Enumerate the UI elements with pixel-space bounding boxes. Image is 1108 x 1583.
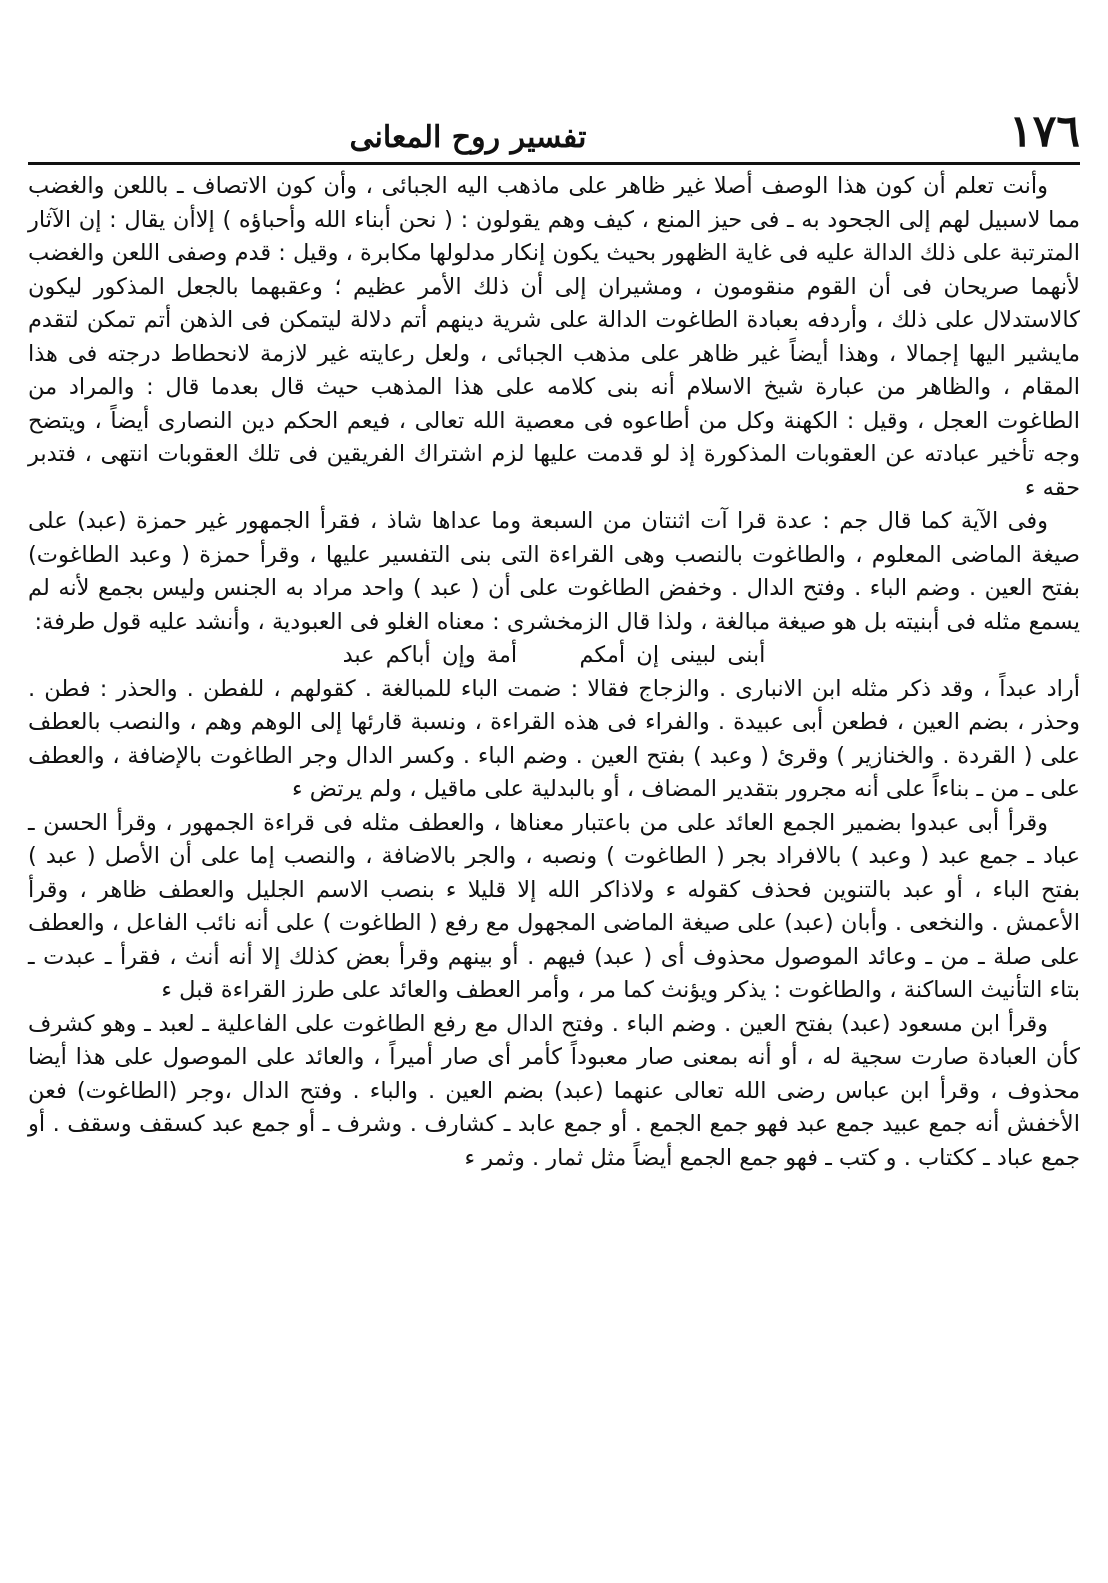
paragraph-4: وقرأ أبى عبدوا بضمير الجمع العائد على من باعتبار معناها ، والعطف مثله فى قراءة الجمهور ، وقرأ الحسن ـ عباد ـ جمع عبد ( وعبد ) بالافراد بجر ( الطاغوت ) ونصبه ، والجر بالاضافة ، والنصب إما على أن الأصل ( عبد ) بفتح الباء ، أو عبد بالتنوين فحذف كقوله ء ولاذاكر الله إلا قليلا ء بنصب الاسم الجليل والعطف ظاهر ، وقرأ الأعمش . والنخعى . وأبان (عبد) على صيغة الماضى المجهول مع رفع ( الطاغوت ) على أنه نائب الفاعل ، والعطف على صلة ـ من ـ وعائد الموصول محذوف أى ( عبد) فيهم . أو بينهم وقرأ بعض كذلك إلا أنه أنث ، فقرأ ـ عبدت ـ بتاء التأنيث الساكنة ، والطاغوت : يذكر ويؤنث كما مر ، وأمر العطف والعائد على طرز القراءة قبل ء <box>28 809 1080 1003</box>
poetry-verse <box>28 639 1080 673</box>
header-rule <box>28 162 1080 165</box>
verse-hemistich-2: أمة وإن أباكم عبد <box>342 642 518 668</box>
paragraph-2: وفى الآية كما قال جم : عدة قرا آت اثنتان من السبعة وما عداها شاذ ، فقرأ الجمهور غير حمزة (عبد) على صيغة الماضى المعلوم ، والطاغوت بالنصب وهى القراءة التى بنى التفسير عليها ، وقرأ حمزة ( وعبد الطاغوت) بفتح العين . وضم الباء . وفتح الدال . وخفض الطاغوت على أن ( عبد ) واحد مراد به الجنس وليس بجمع لأنه لم يسمع مثله فى أبنيته بل هو صيغة مبالغة ، ولذا قال الزمخشرى : معناه الغلو فى العبودية ، وأنشد عليه قول طرفة: <box>28 508 1080 635</box>
page-number: ١٧٦ <box>1009 106 1080 157</box>
verse-hemistich-1: أبنى لبينى إن أمكم <box>579 642 766 668</box>
paragraph-5: وقرأ ابن مسعود (عبد) بفتح العين . وضم الباء . وفتح الدال مع رفع الطاغوت على الفاعلية ـ لعبد ـ وهو كشرف كأن العبادة صارت سجية له ، أو أنه بمعنى صار معبوداً كأمر أى صار أميراً ، والعائد على الموصول على هذا أيضا محذوف ، وقرأ ابن عباس رضى الله تعالى عنهما (عبد) بضم العين . والباء . وفتح الدال ،وجر (الطاغوت) فعن الأخفش أنه جمع عبيد جمع عبد فهو جمع الجمع . أو جمع عابد ـ كشارف . وشرف ـ أو جمع عبد كسقف وسقف . أو جمع عباد ـ ككتاب . و كتب ـ فهو جمع الجمع أيضاً مثل ثمار . وثمر ء <box>28 1010 1080 1171</box>
paragraph-1: وأنت تعلم أن كون هذا الوصف أصلا غير ظاهر على ماذهب اليه الجبائى ، وأن كون الاتصاف ـ باللعن والغضب مما لاسبيل لهم إلى الجحود به ـ فى حيز المنع ، كيف وهم يقولون : ( نحن أبناء الله وأحباؤه ) إلاأن يقال : إن الآثار المترتبة على ذلك الدالة عليه فى غاية الظهور بحيث يكون إنكار مدلولها مكابرة ، وقيل : قدم وصفى اللعن والغضب لأنهما صريحان فى أن القوم منقومون ، ومشيران إلى أن ذلك الأمر عظيم ؛ وعقبهما بالجعل المذكور ليكون كالاستدلال على ذلك ، وأردفه بعبادة الطاغوت الدالة على شرية دينهم أتم دلالة ليتمكن فى الذهن أتم تمكن لتقدم مايشير اليها إجمالا ، وهذا أيضاً غير ظاهر على مذهب الجبائى ، ولعل رعايته غير لازمة لانحطاط درجته فى هذا المقام ، والظاهر من عبارة شيخ الاسلام أنه بنى كلامه على هذا المذهب حيث قال بعدما قال : والمراد من الطاغوت العجل ، وقيل : الكهنة وكل من أطاعوه فى معصية الله تعالى ، فيعم الحكم دين النصارى أيضاً ، ويتضح وجه تأخير عبادته عن العقوبات المذكورة إذ لو قدمت عليها لزم اشتراك الفريقين فى تلك العقوبات انتهى ، فتدبر حقه ء <box>28 173 1080 501</box>
page-header <box>28 106 1080 162</box>
running-title: تفسير روح المعانى <box>349 120 587 155</box>
paragraph-3: أراد عبداً ، وقد ذكر مثله ابن الانبارى . والزجاج فقالا : ضمت الباء للمبالغة . كقولهم ، للفطن . والحذر : فطن . وحذر ، بضم العين ، فطعن أبى عبيدة . والفراء فى هذه القراءة ، ونسبة قارئها إلى الوهم وهم ، والنصب بالعطف على ( القردة . والخنازير ) وقرئ ( وعبد ) بفتح العين . وضم الباء . وكسر الدال وجر الطاغوت بالإضافة ، والعطف على ـ من ـ بناءاً على أنه مجرور بتقدير المضاف ، أو بالبدلية على ماقيل ، ولم يرتض ء <box>28 675 1080 802</box>
body-text <box>28 170 1080 1470</box>
